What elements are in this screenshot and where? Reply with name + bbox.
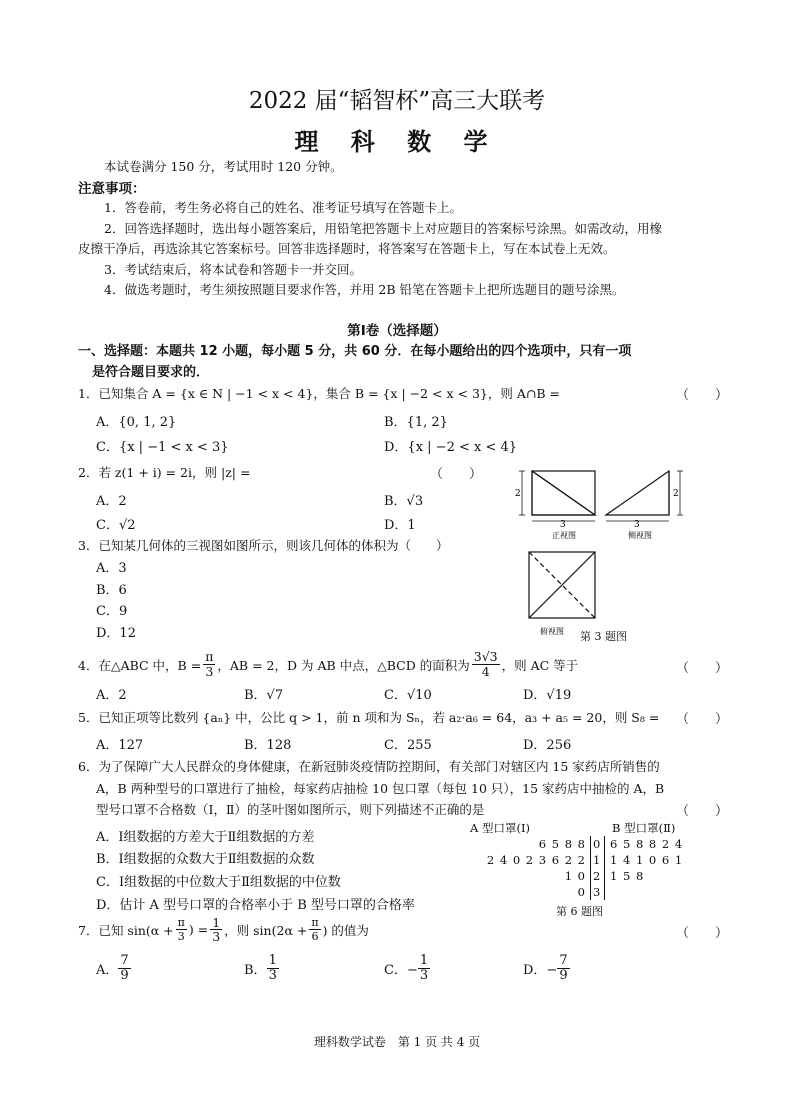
q3-option-c: C．9 <box>96 604 128 619</box>
q6-answer-paren: （ ） <box>676 804 729 819</box>
top-view-label: 俯视图 <box>540 627 564 636</box>
notice-item-3: 3．考试结束后，将本试卷和答题卡一并交回。 <box>104 262 362 277</box>
q4-stem <box>78 650 578 679</box>
q4-frac2-den: 4 <box>481 664 490 679</box>
stem-leaf-row-1-right: 1 4 1 0 6 1 <box>610 853 684 867</box>
q4-option-c: C．√10 <box>384 688 432 703</box>
q5-option-c: C．255 <box>384 738 432 753</box>
q7-option-c-den: 3 <box>419 968 429 983</box>
q7-option-b-num: 1 <box>268 953 277 968</box>
q5-option-a: A．127 <box>96 738 144 753</box>
front-dim-height: 2 <box>515 489 521 499</box>
q7-option-c-num: 1 <box>419 953 429 968</box>
q4-answer-paren: （ ） <box>676 661 729 676</box>
q3-three-view-figure <box>510 462 700 652</box>
notice-heading: 注意事项： <box>78 181 146 197</box>
q5-option-d: D．256 <box>523 738 572 753</box>
q7-option-d-fraction <box>557 954 569 983</box>
side-dim-width: 3 <box>634 520 640 530</box>
q5-option-b: B．128 <box>244 738 292 753</box>
q7-frac-pi-3-num: π <box>177 916 185 929</box>
q3-option-d: D．12 <box>96 626 136 641</box>
q7-frac-pi-3-den: 3 <box>177 930 185 943</box>
section-instruction-2: 是符合题目要求的． <box>92 365 210 380</box>
q4-frac1-den: 3 <box>205 664 214 679</box>
stem-leaf-row-2-left: 1 0 <box>564 869 586 883</box>
q4-stem-a: 4．在△ABC 中，B = <box>78 657 202 673</box>
q7-stem-c: ，则 sin(2α + <box>224 922 308 938</box>
q6-line-1: 6．为了保障广大人民群众的身体健康，在新冠肺炎疫情防控期间，有关部门对辖区内 15 家药店所销售的 <box>78 759 660 774</box>
top-view <box>529 552 595 636</box>
stem-leaf-left-head: A 型口罩(Ⅰ) <box>470 821 530 835</box>
exam-subject: 理 科 数 学 <box>294 127 500 156</box>
page-footer: 理科数学试卷 第 1 页 共 4 页 <box>313 1035 481 1049</box>
q6-option-b: B．Ⅰ组数据的众数大于Ⅱ组数据的众数 <box>96 852 315 867</box>
q7-frac-1-3-den: 3 <box>212 929 221 944</box>
notice-item-1: 1．答卷前，考生务必将自己的姓名、准考证号填写在答题卡上。 <box>104 200 462 215</box>
q4-frac1-num: π <box>205 649 214 664</box>
notice-item-4: 4．做选考题时，考生须按照题目要求作答，并用 2B 铅笔在答题卡上把所选题目的题号涂黑。 <box>104 282 625 297</box>
q4-stem-c: ，则 AC 等于 <box>501 657 579 673</box>
section-instruction-1: 一、选择题：本题共 12 小题，每小题 5 分，共 60 分．在每小题给出的四个选项中，只有一项 <box>78 344 632 359</box>
q7-option-b-fraction <box>267 954 279 983</box>
stem-leaf-row-2-right: 1 5 8 <box>610 869 645 883</box>
stem-leaf-right-head: B 型口罩(Ⅱ) <box>612 821 676 835</box>
q4-option-b: B．√7 <box>244 688 284 703</box>
stem-leaf-divider-left <box>590 836 591 900</box>
exam-title: 2022 届“韬智杯”高三大联考 <box>248 88 546 114</box>
stem-leaf-row-0-right: 6 5 8 8 2 4 <box>610 837 684 851</box>
q7-option-b <box>244 954 279 983</box>
q2-option-a: A．2 <box>96 494 127 509</box>
q5-stem: 5．已知正项等比数列 {aₙ} 中，公比 q > 1，前 n 项和为 Sₙ，若 a₂·a₆ = 64，a₃ + a₅ = 20，则 S₈ = <box>78 710 660 725</box>
stem-leaf-row-0-left: 6 5 8 8 <box>538 837 586 851</box>
q7-stem <box>78 916 369 943</box>
q6-option-c: C．Ⅰ组数据的中位数大于Ⅱ组数据的中位数 <box>96 875 341 890</box>
q2-stem: 2．若 z(1 + i) = 2i，则 |z| = <box>78 465 251 480</box>
q7-frac-pi-6-num: π <box>311 916 319 929</box>
q4-frac2-num: 3√3 <box>473 649 498 664</box>
q2-option-d: D．1 <box>384 518 416 533</box>
q4-option-a: A．2 <box>96 688 127 703</box>
side-dim-height: 2 <box>673 489 679 499</box>
front-dim-width: 3 <box>560 520 566 530</box>
q7-option-d-label: D．− <box>523 963 558 978</box>
q4-option-d: D．√19 <box>523 688 572 703</box>
stem-leaf-row-2-stem: 2 <box>593 869 601 883</box>
q6-figure-caption: 第 6 题图 <box>556 905 603 918</box>
stem-leaf-row-1-stem: 1 <box>593 853 601 867</box>
notice-item-2: 2．回答选择题时，选出每小题答案后，用铅笔把答题卡上对应题目的答案标号涂黑。如需改动，用橡 <box>104 221 662 236</box>
stem-leaf-row-3-left: 0 <box>577 885 586 899</box>
q7-option-b-den: 3 <box>268 968 277 983</box>
q7-option-c-label: C．− <box>384 963 418 978</box>
q7-answer-paren: （ ） <box>676 926 729 941</box>
stem-leaf-row-3-stem: 3 <box>593 885 601 899</box>
q7-option-a-den: 9 <box>120 968 129 983</box>
q7-frac-pi-6-den: 6 <box>311 930 319 943</box>
q1-option-c: C．{x | −1 < x < 3} <box>96 440 229 455</box>
q7-option-a-num: 7 <box>120 953 129 968</box>
q7-frac-pi-3 <box>176 916 187 943</box>
q7-frac-pi-6 <box>309 916 320 943</box>
notice-item-2-cont: 皮擦干净后，再选涂其它答案标号。回答非选择题时，将答案写在答题卡上，写在本试卷上无效。 <box>78 241 616 256</box>
q6-option-d: D．估计 A 型号口罩的合格率小于 B 型号口罩的合格率 <box>96 898 415 913</box>
section-title: 第Ⅰ卷（选择题） <box>347 323 447 339</box>
q7-option-a <box>96 954 131 983</box>
stem-leaf-divider-right <box>604 836 605 900</box>
q7-option-a-label: A． <box>96 963 119 978</box>
q1-option-b: B．{1, 2} <box>384 415 448 430</box>
q3-option-b: B．6 <box>96 583 127 598</box>
q4-fraction-area <box>472 650 500 679</box>
q4-stem-b: ，AB = 2，D 为 AB 中点，△BCD 的面积为 <box>217 657 470 673</box>
q6-option-a: A．Ⅰ组数据的方差大于Ⅱ组数据的方差 <box>96 830 315 845</box>
q1-option-d: D．{x | −2 < x < 4} <box>384 440 518 455</box>
q1-answer-paren: （ ） <box>676 388 729 403</box>
q7-option-c-fraction <box>418 954 430 983</box>
stem-leaf-row-0-stem: 0 <box>593 837 601 851</box>
q2-answer-paren: （ ） <box>430 467 483 482</box>
q7-option-a-fraction <box>118 954 130 983</box>
q4-fraction-angle <box>203 650 215 679</box>
q7-option-c <box>384 954 430 983</box>
q3-option-a: A．3 <box>96 561 127 576</box>
q7-option-d-num: 7 <box>559 953 568 968</box>
exam-intro: 本试卷满分 150 分，考试用时 120 分钟。 <box>104 159 343 174</box>
front-view <box>515 471 595 540</box>
q7-option-d-den: 9 <box>559 968 568 983</box>
q2-option-b: B．√3 <box>384 494 424 509</box>
q3-stem: 3．已知某几何体的三视图如图所示，则该几何体的体积为（ ） <box>78 538 449 553</box>
q7-option-d <box>523 954 570 983</box>
q1-stem: 1．已知集合 A = {x ∈ N | −1 < x < 4}，集合 B = {x | −2 < x < 3}，则 A∩B = <box>78 386 560 401</box>
q5-answer-paren: （ ） <box>676 712 729 727</box>
q6-line-2: A，B 两种型号的口罩进行了抽检，每家药店抽检 10 包口罩（每包 10 只），15 家药店中抽检的 A，B <box>96 781 665 796</box>
stem-leaf-row-1-left: 2 4 0 2 3 6 2 2 <box>486 853 586 867</box>
q7-stem-d: ) 的值为 <box>322 922 369 938</box>
side-view <box>606 471 683 540</box>
front-view-label: 正视图 <box>552 531 576 540</box>
q7-stem-a: 7．已知 sin(α + <box>78 922 174 938</box>
q2-option-c: C．√2 <box>96 518 136 533</box>
q7-frac-1-3-num: 1 <box>212 915 221 930</box>
q3-figure-caption: 第 3 题图 <box>580 630 627 643</box>
q7-stem-b: ) = <box>188 922 209 937</box>
side-view-label: 侧视图 <box>628 531 652 540</box>
q1-option-a: A．{0, 1, 2} <box>96 415 177 430</box>
q6-line-3: 型号口罩不合格数（Ⅰ，Ⅱ）的茎叶图如图所示，则下列描述不正确的是 <box>96 802 485 817</box>
q6-stem-leaf-plot <box>440 820 720 900</box>
q7-frac-1-3 <box>210 916 222 943</box>
q7-option-b-label: B． <box>244 963 267 978</box>
